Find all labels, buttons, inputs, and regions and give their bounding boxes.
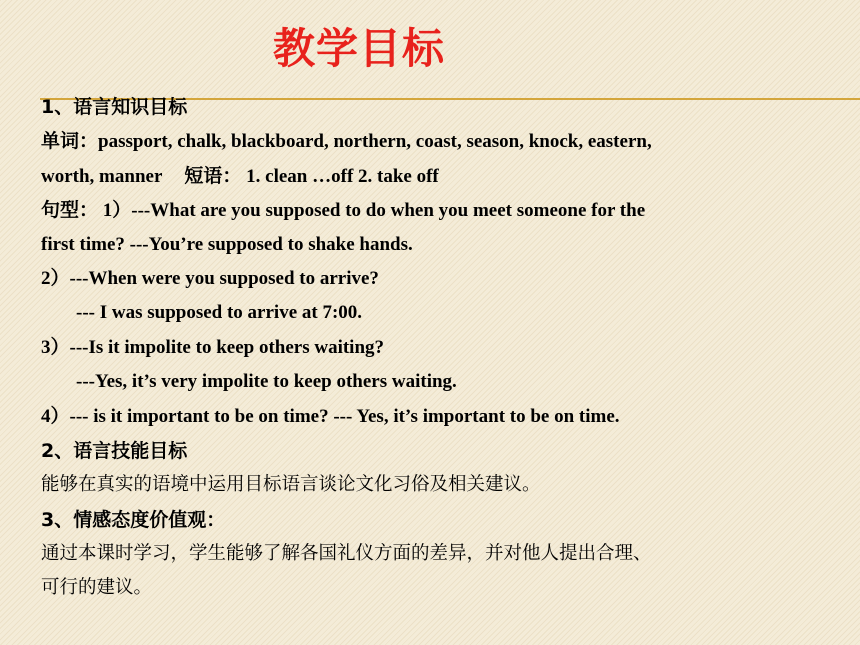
skills-text: 能够在真实的语境中运用目标语言谈论文化习俗及相关建议。 (41, 474, 541, 496)
pattern-2-question: 2）---When were you supposed to arrive? (41, 267, 379, 289)
pattern-3-answer: ---Yes, it’s very impolite to keep others waiting. (76, 371, 457, 393)
words-line-2 (41, 159, 841, 193)
slide-body (41, 90, 841, 606)
patterns-label: 句型： (41, 199, 99, 222)
words-list-part-2: worth, manner (41, 165, 163, 187)
pattern-2-answer: --- I was supposed to arrive at 7:00. (76, 302, 363, 324)
words-label: 单词： (41, 130, 99, 153)
attitude-heading: 3、情感态度价值观： (41, 508, 226, 531)
phrases-list: 1. clean …off 2. take off (246, 165, 439, 187)
skills-heading: 2、语言技能目标 (41, 439, 188, 462)
pattern-3-question: 3）---Is it impolite to keep others waiting? (41, 336, 385, 358)
words-line-1 (41, 124, 841, 158)
phrases-label: 短语： (184, 164, 242, 187)
words-list-part-1: passport, chalk, blackboard, northern, coast, season, knock, eastern, (98, 131, 652, 153)
pattern-1-question: 1）---What are you supposed to do when you meet someone for the (102, 200, 646, 222)
pattern-1-line-1 (41, 193, 841, 227)
slide-title: 教学目标 (272, 24, 445, 73)
pattern-1-line-2: first time? ---You’re supposed to shake hands. (41, 233, 413, 255)
attitude-text-line-2: 可行的建议。 (41, 577, 153, 599)
attitude-text-line-1: 通过本课时学习，学生能够了解各国礼仪方面的差异，并对他人提出合理、 (41, 543, 652, 565)
knowledge-heading: 1、语言知识目标 (41, 96, 188, 118)
pattern-4: 4）--- is it important to be on time? --- Yes, it’s important to be on time. (41, 405, 620, 427)
